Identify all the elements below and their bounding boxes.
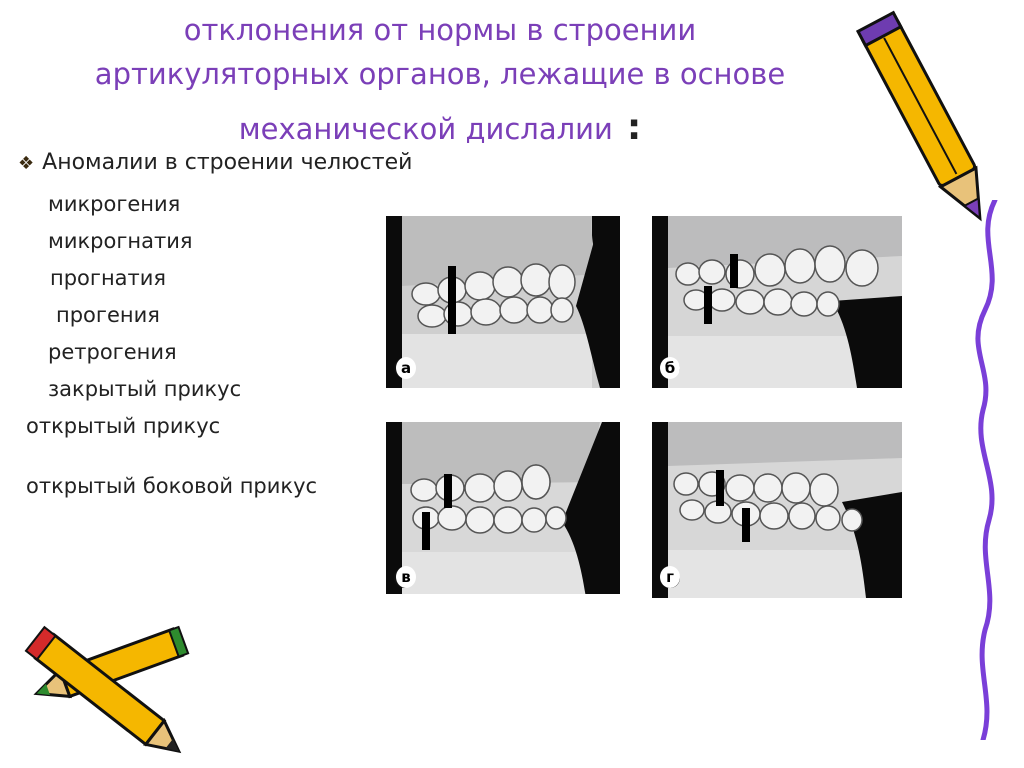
figure-label-c: в [396,566,416,588]
list-item: открытый боковой прикус [26,474,318,498]
title-line-3: механической дислалии [238,112,613,146]
title-line-3-wrap [60,106,820,151]
jaw-figure-a [386,216,620,388]
figure-label-a: а [396,357,416,379]
list-item: закрытый прикус [48,377,242,401]
jaw-figure-c [386,422,620,594]
list-item: ретрогения [48,340,177,364]
list-item: прогения [56,303,160,327]
squiggle-line-icon [955,200,1015,740]
list-heading-text: Аномалии в строении челюстей [42,150,413,175]
figure-label-d: г [660,566,680,588]
title-line-2: артикуляторных органов, лежащие в основе [94,57,786,91]
title-line-1: отклонения от нормы в строении [183,13,697,47]
figure-label-b: б [660,357,680,379]
slide-title [60,8,820,151]
crossed-pencils-icon [0,616,210,766]
title-colon: : [626,107,642,148]
list-item: открытый прикус [26,414,221,438]
list-heading [18,150,412,175]
list-item: прогнатия [50,266,167,290]
jaw-figure-d [652,422,902,598]
list-item: микрогения [48,192,181,216]
list-item: микрогнатия [48,229,193,253]
diamond-bullet-icon: ❖ [18,153,35,174]
